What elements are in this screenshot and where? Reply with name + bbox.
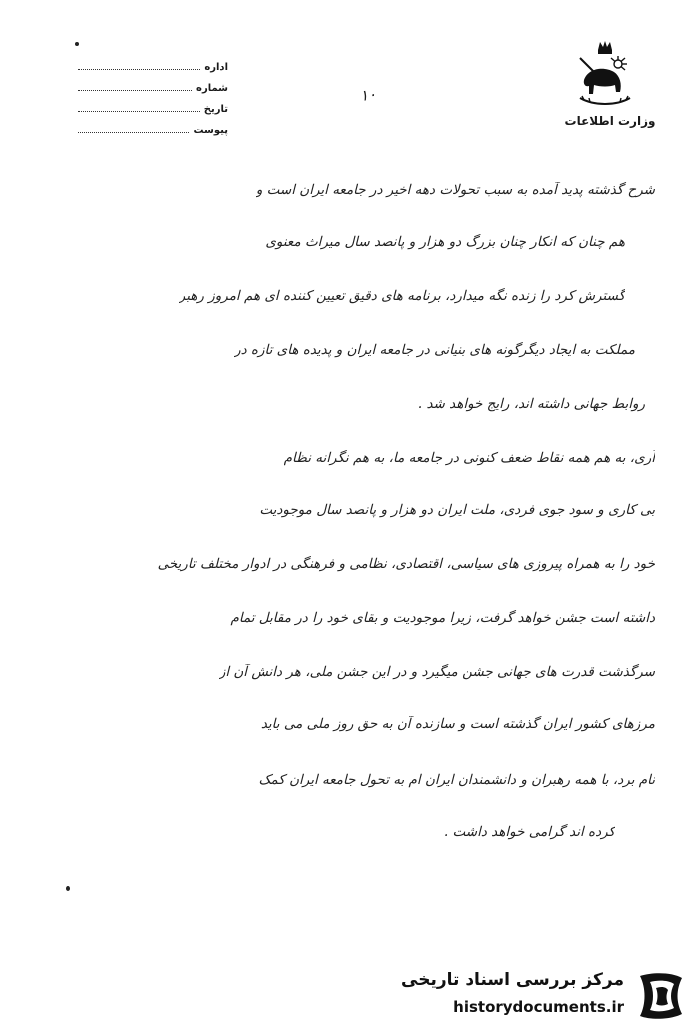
field-label: تاریخ: [203, 104, 228, 115]
handwritten-line: کرده اند گرامی خواهد داشت .: [443, 824, 615, 840]
field-label: شماره: [196, 83, 228, 94]
watermark-title: مرکز بررسی اسناد تاریخی: [401, 970, 624, 990]
handwritten-line: بی کاری و سود جوی فردی، ملت ایران دو هزار و پانصد سال موجودیت: [259, 502, 655, 518]
handwritten-line: نام برد، با همه رهبران و دانشمندان ایران ام به تحول جامعه ایران کمک: [258, 772, 655, 788]
handwritten-line: خود را به همراه پیروزی های سیاسی، اقتصادی، نظامی و فرهنگی در ادوار مختلف تاریخی: [157, 556, 655, 572]
handwritten-line: آری، به هم همه نقاط ضعف کنونی در جامعه ما، به هم نگرانه نظام: [283, 450, 655, 466]
field-blank-line: [78, 131, 189, 133]
ministry-name: وزارت اطلاعات: [564, 114, 656, 128]
document-center-logo-icon: [632, 970, 688, 1022]
field-label: پیوست: [193, 125, 228, 136]
field-blank-line: [78, 68, 200, 70]
handwritten-line: داشته است جشن خواهد گرفت، زیرا موجودیت و بقای خود را در مقابل تمام: [230, 610, 655, 626]
field-blank-line: [78, 89, 192, 91]
handwritten-line: مملکت به ایجاد دیگرگونه های بنیانی در جامعه ایران و پدیده های تازه در: [234, 342, 635, 358]
lion-and-sun-emblem-icon: [574, 40, 636, 108]
field-blank-line: [78, 110, 200, 112]
field-row-date: [78, 94, 228, 115]
field-row-attachment: [78, 115, 228, 136]
field-label: اداره: [204, 62, 228, 73]
field-row-office: [78, 52, 228, 73]
page-number: ۱۰: [358, 84, 378, 106]
handwritten-line: شرح گذشته پدید آمده به سبب تحولات دهه اخیر در جامعه ایران است و: [255, 182, 655, 198]
corner-mark: [75, 42, 79, 46]
handwritten-line: سرگذشت قدرت های جهانی جشن میگیرد و در این جشن ملی، هر دانش آن از: [218, 664, 655, 680]
handwritten-line: مرزهای کشور ایران گذشته است و سازنده آن به حق روز ملی می باید: [260, 716, 655, 732]
handwritten-line: روابط جهانی داشته اند، رایج خواهد شد .: [417, 396, 645, 412]
watermark-url: historydocuments.ir: [453, 998, 624, 1016]
header-fields: [78, 52, 228, 136]
handwritten-line: گسترش کرد را زنده نگه میدارد، برنامه های دقیق تعیین کننده ای هم امروز رهبر: [178, 288, 625, 304]
watermark: [401, 968, 692, 1024]
field-row-number: [78, 73, 228, 94]
handwritten-line: هم چنان که انکار چنان بزرگ دو هزار و پانصد سال میراث معنوی: [265, 234, 625, 250]
margin-mark: [66, 886, 70, 891]
